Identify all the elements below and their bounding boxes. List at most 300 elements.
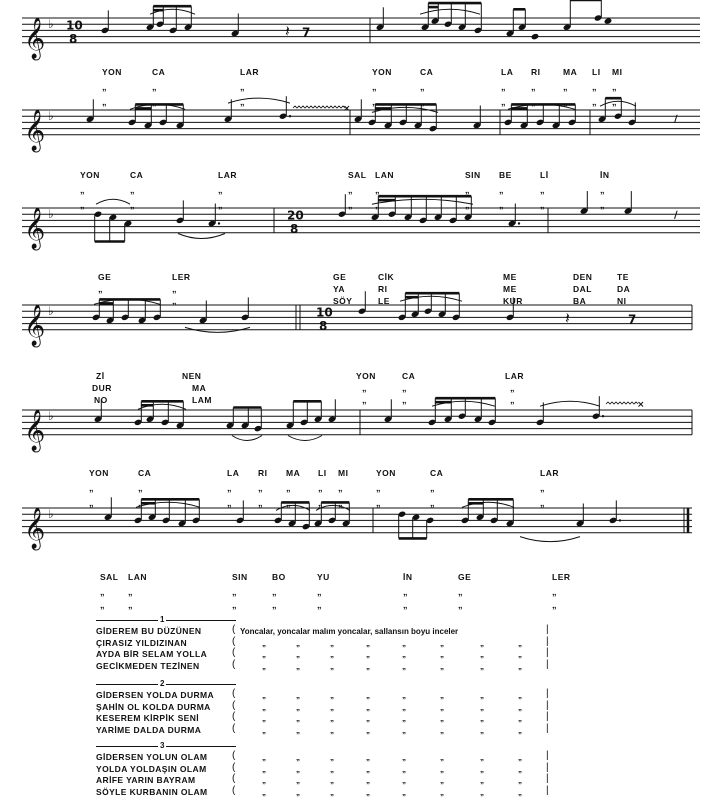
ditto-mark: „ <box>130 185 135 195</box>
open-paren: ( <box>232 624 236 635</box>
ditto-mark: „ <box>600 200 605 210</box>
close-bracket: | <box>546 647 549 658</box>
ditto-mark: „ <box>296 764 300 774</box>
slur <box>288 436 322 441</box>
ditto-mark: „ <box>540 200 545 210</box>
ditto-mark: „ <box>402 638 406 648</box>
ditto-mark: „ <box>138 483 143 493</box>
ditto-mark: „ <box>518 764 522 774</box>
ditto-mark: „ <box>420 82 425 92</box>
time-signature-bottom: 8 <box>69 31 78 46</box>
lyric-syllable: BO <box>272 572 286 582</box>
ditto-mark: „ <box>480 764 484 774</box>
verse-line: GİDERSEN YOLUN OLAM <box>96 752 208 762</box>
treble-clef-icon: 𝄞 <box>24 304 46 346</box>
ditto-mark: „ <box>375 185 380 195</box>
slash-mark: ∕ <box>674 114 678 125</box>
lyric-syllable: RI <box>378 284 388 294</box>
ditto-mark: „ <box>376 483 381 493</box>
ditto-mark: „ <box>510 383 515 393</box>
ditto-mark: „ <box>262 776 266 785</box>
eighth-rest-icon: 7 <box>302 25 311 40</box>
mark-icon: × <box>343 104 351 114</box>
lyric-syllable: LI <box>318 468 327 478</box>
lyric-syllable: SÖY <box>333 296 353 306</box>
dot <box>289 115 291 117</box>
trill-line <box>606 402 638 404</box>
ditto-mark: „ <box>518 650 522 659</box>
ditto-mark: „ <box>262 691 266 700</box>
ditto-mark: „ <box>592 82 597 92</box>
ditto-mark: „ <box>592 97 597 107</box>
ditto-mark: „ <box>172 284 177 294</box>
close-bracket: | <box>546 635 549 647</box>
ditto-mark: „ <box>262 764 266 774</box>
quarter-rest-icon: 𝄽 <box>565 308 570 328</box>
ditto-mark: „ <box>540 483 545 493</box>
ditto-mark: „ <box>402 764 406 774</box>
lyric-syllable: LAR <box>218 170 237 180</box>
ditto-mark: „ <box>440 787 444 797</box>
lyric-syllable: LER <box>172 272 191 282</box>
ditto-mark: „ <box>272 600 277 610</box>
ditto-mark: „ <box>440 725 444 735</box>
ditto-mark: „ <box>240 82 245 92</box>
lyric-syllable: RI <box>258 468 268 478</box>
ditto-mark: „ <box>402 395 407 405</box>
ditto-mark: „ <box>440 661 444 671</box>
lyric-syllable: DA <box>617 284 631 294</box>
ditto-mark: „ <box>296 776 300 785</box>
ditto-mark: „ <box>402 650 406 659</box>
lyric-syllable: SIN <box>232 572 248 582</box>
ditto-mark: „ <box>480 638 484 648</box>
lyric-syllable: LAR <box>240 67 259 77</box>
ditto-mark: „ <box>458 600 463 610</box>
lyric-syllable: YON <box>376 468 396 478</box>
ditto-mark: „ <box>218 185 223 195</box>
lyric-syllable: LA <box>501 67 514 77</box>
lyric-syllable: LE <box>378 296 390 306</box>
lyric-syllable: DEN <box>573 272 593 282</box>
lyric-syllable: Zİ <box>96 371 105 381</box>
treble-clef-icon: 𝄞 <box>24 507 46 549</box>
ditto-mark: „ <box>480 714 484 723</box>
verse-number: 1 <box>160 615 165 624</box>
lyric-syllable: YON <box>372 67 392 77</box>
ditto-mark: „ <box>100 587 105 597</box>
open-paren: ( <box>232 658 236 670</box>
ditto-mark: „ <box>366 753 370 762</box>
verse-number: 3 <box>160 741 165 750</box>
time-signature-bottom: 8 <box>290 221 299 236</box>
lyric-syllable: CA <box>130 170 144 180</box>
ditto-mark: „ <box>402 753 406 762</box>
ditto-mark: „ <box>330 776 334 785</box>
slur <box>520 537 580 542</box>
ditto-mark: „ <box>218 200 223 210</box>
ditto-mark: „ <box>563 82 568 92</box>
ditto-mark: „ <box>440 753 444 762</box>
ditto-mark: „ <box>540 185 545 195</box>
lyric-syllable: CA <box>402 371 416 381</box>
open-paren: ( <box>232 635 236 647</box>
lyric-syllable: İN <box>600 170 610 180</box>
ditto-mark: „ <box>296 714 300 723</box>
flat-key-signature-icon: ♭ <box>48 409 54 424</box>
ditto-mark: „ <box>480 787 484 797</box>
ditto-mark: „ <box>403 600 408 610</box>
ditto-mark: „ <box>330 714 334 723</box>
ditto-mark: „ <box>440 776 444 785</box>
ditto-mark: „ <box>440 714 444 723</box>
ditto-mark: „ <box>128 600 133 610</box>
ditto-mark: „ <box>518 753 522 762</box>
ditto-mark: „ <box>465 185 470 195</box>
close-bracket: | <box>546 722 549 734</box>
lyric-syllable: YON <box>80 170 100 180</box>
ditto-mark: „ <box>518 776 522 785</box>
ditto-mark: „ <box>480 725 484 735</box>
lyric-syllable: NEN <box>182 371 202 381</box>
treble-clef-icon: 𝄞 <box>24 207 46 249</box>
verse-line: AYDA BİR SELAM YOLLA <box>96 649 208 659</box>
close-bracket: | <box>546 750 549 761</box>
ditto-mark: „ <box>518 725 522 735</box>
ditto-mark: „ <box>612 82 617 92</box>
ditto-mark: „ <box>330 702 334 712</box>
ditto-mark: „ <box>366 650 370 659</box>
ditto-mark: „ <box>366 764 370 774</box>
close-bracket: | <box>546 773 549 784</box>
ditto-mark: „ <box>440 691 444 700</box>
time-signature-top: 10 <box>316 305 333 320</box>
ditto-mark: „ <box>518 691 522 700</box>
lyric-syllable: MA <box>286 468 301 478</box>
verse-line: GİDEREM BU DÜZÜNEN <box>96 626 202 636</box>
close-bracket: | <box>546 761 549 773</box>
close-bracket: | <box>546 711 549 722</box>
close-bracket: | <box>546 658 549 670</box>
lyric-syllable: ME <box>503 272 517 282</box>
open-paren: ( <box>232 711 236 722</box>
close-bracket: | <box>546 699 549 711</box>
ditto-mark: „ <box>480 702 484 712</box>
ditto-mark: „ <box>531 82 536 92</box>
dot <box>218 222 220 224</box>
ditto-mark: „ <box>258 498 263 508</box>
ditto-mark: „ <box>518 702 522 712</box>
ditto-mark: „ <box>232 587 237 597</box>
lyric-syllable: GE <box>333 272 347 282</box>
ditto-mark: „ <box>376 498 381 508</box>
flat-key-signature-icon: ♭ <box>48 507 54 522</box>
close-bracket: | <box>546 784 549 796</box>
lyric-syllable: LER <box>552 572 571 582</box>
ditto-mark: „ <box>318 498 323 508</box>
ditto-mark: „ <box>480 753 484 762</box>
verse-line: KESEREM KİRPİK SENİ <box>96 713 200 723</box>
ditto-mark: „ <box>102 82 107 92</box>
verse-number-divider <box>96 742 236 750</box>
ditto-mark: „ <box>518 638 522 648</box>
lyric-syllable: RI <box>531 67 541 77</box>
ditto-mark: „ <box>440 638 444 648</box>
lyric-syllable: YA <box>333 284 346 294</box>
ditto-mark: „ <box>317 587 322 597</box>
ditto-mark: „ <box>531 97 536 107</box>
flat-key-signature-icon: ♭ <box>48 17 54 32</box>
ditto-mark: „ <box>366 787 370 797</box>
ditto-mark: „ <box>402 787 406 797</box>
ditto-mark: „ <box>518 714 522 723</box>
ditto-mark: „ <box>348 200 353 210</box>
ditto-mark: „ <box>128 587 133 597</box>
lyric-syllable: DUR <box>92 383 112 393</box>
lyric-syllable: MI <box>612 67 623 77</box>
ditto-mark: „ <box>402 383 407 393</box>
ditto-mark: „ <box>402 714 406 723</box>
slash-mark: ∕ <box>674 210 678 221</box>
lyric-syllable: KUR <box>503 296 523 306</box>
trill-line <box>293 106 345 108</box>
lyric-syllable: GE <box>98 272 112 282</box>
ditto-mark: „ <box>518 661 522 671</box>
ditto-mark: „ <box>480 650 484 659</box>
ditto-mark: „ <box>440 764 444 774</box>
ditto-mark: „ <box>552 600 557 610</box>
lyric-syllable: NO <box>94 395 108 405</box>
ditto-mark: „ <box>338 483 343 493</box>
ditto-mark: „ <box>296 725 300 735</box>
ditto-mark: „ <box>440 702 444 712</box>
ditto-mark: „ <box>362 395 367 405</box>
ditto-mark: „ <box>330 661 334 671</box>
verse-line: ÇIRASIZ YILDIZINAN <box>96 637 188 648</box>
verse-number-divider <box>96 680 236 688</box>
note-head <box>604 17 613 24</box>
ditto-mark: „ <box>465 200 470 210</box>
lyric-syllable: GE <box>458 572 472 582</box>
open-paren: ( <box>232 688 236 699</box>
ditto-mark: „ <box>172 296 177 306</box>
ditto-mark: „ <box>272 587 277 597</box>
ditto-mark: „ <box>330 725 334 735</box>
ditto-mark: „ <box>330 638 334 648</box>
open-paren: ( <box>232 722 236 734</box>
ditto-mark: „ <box>296 787 300 797</box>
ditto-mark: „ <box>330 753 334 762</box>
ditto-mark: „ <box>262 714 266 723</box>
ditto-mark: „ <box>317 600 322 610</box>
ditto-mark: „ <box>348 185 353 195</box>
lyric-syllable: CA <box>152 67 166 77</box>
ditto-mark: „ <box>262 638 266 648</box>
ditto-mark: „ <box>262 650 266 659</box>
refrain-text: Yoncalar, yoncalar malım yoncalar, sallansın boyu inceler <box>240 627 459 636</box>
ditto-mark: „ <box>402 725 406 735</box>
ditto-mark: „ <box>227 483 232 493</box>
ditto-mark: „ <box>330 691 334 700</box>
lyric-syllable: LI <box>592 67 601 77</box>
slur <box>96 199 130 204</box>
ditto-mark: „ <box>402 702 406 712</box>
ditto-mark: „ <box>362 383 367 393</box>
close-bracket: | <box>546 688 549 699</box>
ditto-mark: „ <box>152 82 157 92</box>
treble-clef-icon: 𝄞 <box>24 109 46 151</box>
ditto-mark: „ <box>80 200 85 210</box>
lyric-syllable: YON <box>89 468 109 478</box>
ditto-mark: „ <box>402 776 406 785</box>
verse-number: 2 <box>160 679 165 688</box>
slur <box>540 401 600 406</box>
ditto-mark: „ <box>430 498 435 508</box>
ditto-mark: „ <box>372 82 377 92</box>
open-paren: ( <box>232 773 236 784</box>
treble-clef-icon: 𝄞 <box>24 17 46 59</box>
ditto-mark: „ <box>501 97 506 107</box>
mark-icon: × <box>637 400 645 410</box>
lyric-syllable: MA <box>192 383 207 393</box>
verse-line: YARİME DALDA DURMA <box>96 724 202 735</box>
ditto-mark: „ <box>420 97 425 107</box>
ditto-mark: „ <box>286 483 291 493</box>
ditto-mark: „ <box>402 691 406 700</box>
ditto-mark: „ <box>296 638 300 648</box>
lyric-syllable: ME <box>503 284 517 294</box>
ditto-mark: „ <box>240 97 245 107</box>
lyric-syllable: SAL <box>100 572 119 582</box>
verse-line: ŞAHİN OL KOLDA DURMA <box>96 701 211 712</box>
verse-line: YOLDA YOLDAŞIN OLAM <box>96 763 207 774</box>
lyric-syllable: LAN <box>375 170 394 180</box>
ditto-mark: „ <box>458 587 463 597</box>
verse-line: SÖYLE KURBANIN OLAM <box>96 786 208 797</box>
ditto-mark: „ <box>102 97 107 107</box>
treble-clef-icon: 𝄞 <box>24 409 46 451</box>
ditto-mark: „ <box>89 498 94 508</box>
ditto-mark: „ <box>403 587 408 597</box>
ditto-mark: „ <box>366 691 370 700</box>
ditto-mark: „ <box>510 395 515 405</box>
lyric-syllable: NI <box>617 296 627 306</box>
lyric-syllable: BA <box>573 296 587 306</box>
flat-key-signature-icon: ♭ <box>48 207 54 222</box>
lyric-syllable: Lİ <box>540 170 549 180</box>
lyric-syllable: MA <box>563 67 578 77</box>
ditto-mark: „ <box>501 82 506 92</box>
ditto-mark: „ <box>227 498 232 508</box>
ditto-mark: „ <box>563 97 568 107</box>
lyric-syllable: LAR <box>540 468 559 478</box>
ditto-mark: „ <box>138 498 143 508</box>
ditto-mark: „ <box>366 725 370 735</box>
ditto-mark: „ <box>440 650 444 659</box>
open-paren: ( <box>232 699 236 711</box>
eighth-rest-icon: 7 <box>628 312 637 327</box>
slur <box>420 9 480 14</box>
ditto-mark: „ <box>286 498 291 508</box>
open-paren: ( <box>232 647 236 658</box>
open-paren: ( <box>232 761 236 773</box>
ditto-mark: „ <box>366 638 370 648</box>
ditto-mark: „ <box>366 776 370 785</box>
lyric-syllable: LAR <box>505 371 524 381</box>
ditto-mark: „ <box>330 787 334 797</box>
ditto-mark: „ <box>552 587 557 597</box>
lyric-syllable: TE <box>617 272 629 282</box>
lyric-syllable: LAM <box>192 395 212 405</box>
lyric-syllable: SAL <box>348 170 367 180</box>
ditto-mark: „ <box>258 483 263 493</box>
ditto-mark: „ <box>296 753 300 762</box>
lyric-syllable: CİK <box>378 272 395 282</box>
ditto-mark: „ <box>100 600 105 610</box>
time-signature-top: 20 <box>287 208 304 223</box>
lyric-syllable: YU <box>317 572 330 582</box>
ditto-mark: „ <box>152 97 157 107</box>
ditto-mark: „ <box>338 498 343 508</box>
ditto-mark: „ <box>499 185 504 195</box>
ditto-mark: „ <box>480 661 484 671</box>
dot <box>619 519 621 521</box>
slur <box>228 98 290 103</box>
ditto-mark: „ <box>480 776 484 785</box>
ditto-mark: „ <box>372 97 377 107</box>
close-bracket: | <box>546 624 549 635</box>
time-signature-top: 10 <box>66 18 83 33</box>
lyric-syllable: SIN <box>465 170 481 180</box>
time-signature-bottom: 8 <box>319 318 328 333</box>
flat-key-signature-icon: ♭ <box>48 304 54 319</box>
ditto-mark: „ <box>540 498 545 508</box>
slur <box>232 436 262 441</box>
ditto-mark: „ <box>330 650 334 659</box>
ditto-mark: „ <box>296 691 300 700</box>
ditto-mark: „ <box>80 185 85 195</box>
lyric-syllable: YON <box>356 371 376 381</box>
ditto-mark: „ <box>296 661 300 671</box>
ditto-mark: „ <box>366 702 370 712</box>
lyric-syllable: MI <box>338 468 349 478</box>
lyric-syllable: BE <box>499 170 512 180</box>
dot <box>518 222 520 224</box>
open-paren: ( <box>232 750 236 761</box>
lyric-syllable: CA <box>430 468 444 478</box>
note-head <box>531 33 540 40</box>
ditto-mark: „ <box>296 650 300 659</box>
verse-line: GİDERSEN YOLDA DURMA <box>96 690 215 700</box>
ditto-mark: „ <box>262 753 266 762</box>
ditto-mark: „ <box>600 185 605 195</box>
lyric-syllable: CA <box>420 67 434 77</box>
quarter-rest-icon: 𝄽 <box>285 21 290 41</box>
verse-line: GECİKMEDEN TEZİNEN <box>96 660 200 671</box>
ditto-mark: „ <box>330 764 334 774</box>
ditto-mark: „ <box>518 787 522 797</box>
flat-key-signature-icon: ♭ <box>48 109 54 124</box>
verse-line: ARİFE YARIN BAYRAM <box>96 775 196 785</box>
ditto-mark: „ <box>480 691 484 700</box>
ditto-mark: „ <box>232 600 237 610</box>
ditto-mark: „ <box>98 296 103 306</box>
ditto-mark: „ <box>375 200 380 210</box>
ditto-mark: „ <box>296 702 300 712</box>
verse-number-divider <box>96 616 236 624</box>
ditto-mark: „ <box>318 483 323 493</box>
ditto-mark: „ <box>430 483 435 493</box>
